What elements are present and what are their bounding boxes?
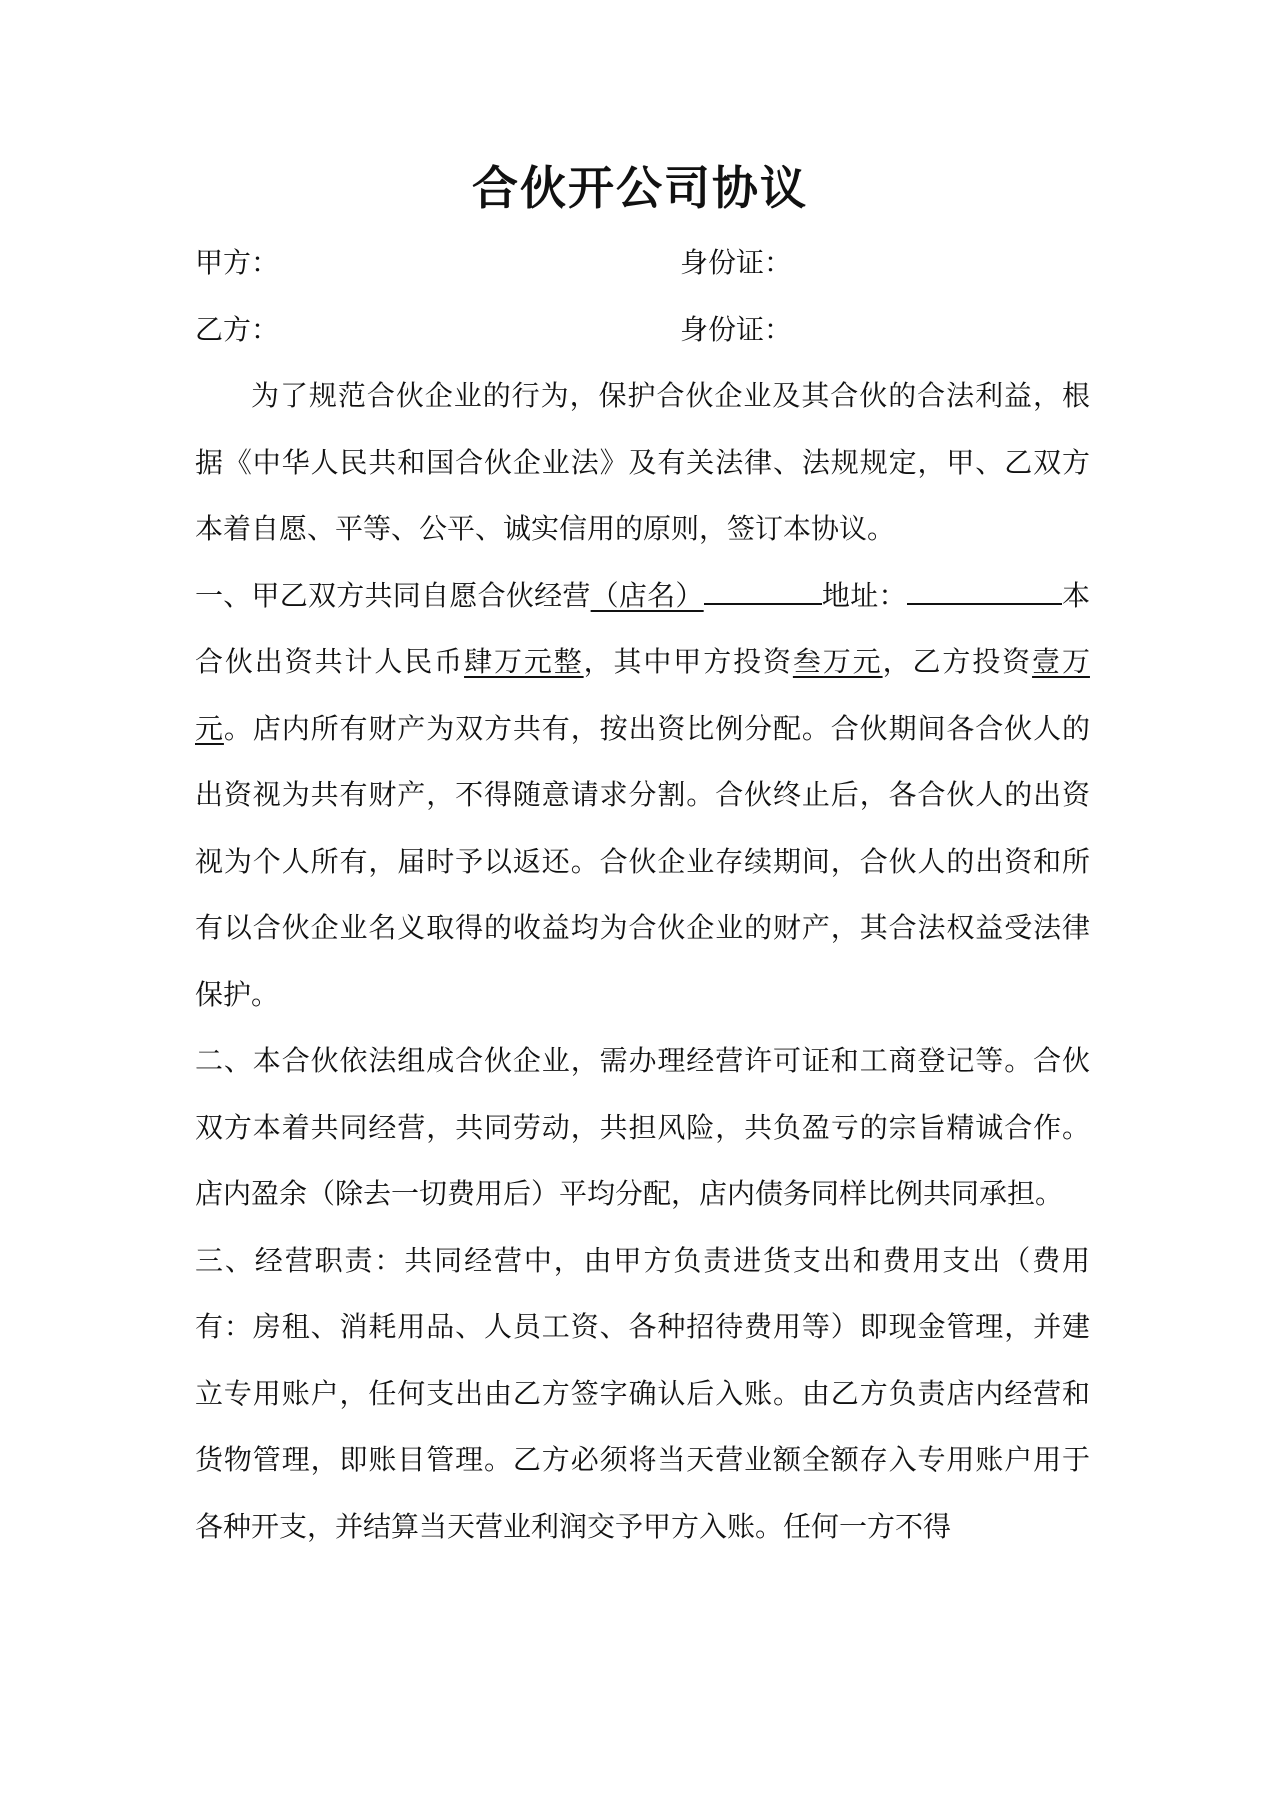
document-body [195, 230, 1090, 1560]
capital-prefix: 本合伙出资共计人民币 [195, 578, 1090, 678]
party-b-capital: 壹万元 [195, 645, 1090, 745]
clause-3-paragraph: 三、经营职责：共同经营中，由甲方负责进货支出和费用支出（费用有：房租、消耗用品、人员工资、各种招待费用等）即现金管理，并建立专用账户，任何支出由乙方签字确认后入账。由乙方负责店内经营和货物管理，即账目管理。乙方必须将当天营业额全额存入专用账户用于各种开支，并结算当天营业利润交予甲方入账。任何一方不得 [195, 1243, 1090, 1543]
party-b-id-label: 身份证： [680, 312, 793, 346]
clause-1-paragraph [195, 563, 1090, 1029]
shop-name-blank [704, 602, 822, 605]
shop-name-field: （店名） [590, 578, 704, 612]
clause-1-body: 。店内所有财产为双方共有，按出资比例分配。合伙期间各合伙人的出资视为共有财产，不得随意请求分割。合伙终止后，各合伙人的出资视为个人所有，届时予以返还。合伙企业存续期间，合伙人的出资和所有以合伙企业名义取得的收益均为合伙企业的财产，其合法权益受法律保护。 [195, 711, 1090, 1011]
party-b-row [195, 297, 1090, 364]
party-a-invest-prefix: ，其中甲方投资 [583, 645, 793, 678]
party-a-id-label: 身份证： [680, 246, 793, 279]
address-label: 地址： [821, 578, 907, 612]
party-a-capital: 叁万元 [792, 645, 883, 678]
party-b-label: 乙方： [195, 312, 280, 346]
total-capital: 肆万元整 [464, 645, 584, 678]
clause-1-prefix: 一、甲乙双方共同自愿合伙经营 [195, 578, 591, 612]
party-a-label: 甲方： [195, 246, 280, 279]
clause-2-paragraph: 二、本合伙依法组成合伙企业，需办理经营许可证和工商登记等。合伙双方本着共同经营，共同劳动，共担风险，共负盈亏的宗旨精诚合作。店内盈余（除去一切费用后）平均分配，店内债务同样比例共同承担。 [195, 1044, 1090, 1210]
preamble-paragraph: 为了规范合伙企业的行为，保护合伙企业及其合伙的合法利益，根据《中华人民共和国合伙企业法》及有关法律、法规规定，甲、乙双方本着自愿、平等、公平、诚实信用的原则，签订本协议。 [195, 379, 1090, 545]
party-b-invest-prefix: ，乙方投资 [882, 645, 1033, 678]
party-a-row [195, 230, 1090, 297]
address-blank [907, 602, 1062, 605]
document-title: 合伙开公司协议 [472, 161, 808, 215]
